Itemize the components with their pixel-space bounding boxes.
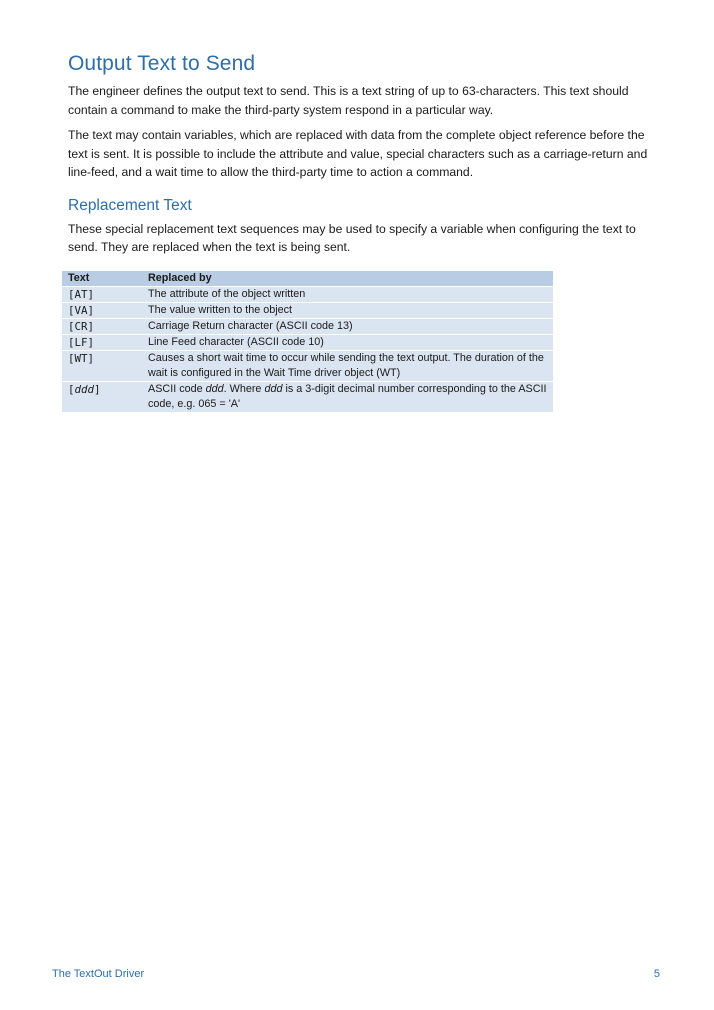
desc-part-c: is a 3-digit decimal number corresponding to the ASCII code, e.g. 065 = 'A' (148, 383, 547, 410)
desc-variable-2: ddd (264, 383, 283, 395)
table-cell-description (142, 382, 553, 413)
table-cell-description: Line Feed character (ASCII code 10) (142, 335, 553, 351)
table-cell-description: The attribute of the object written (142, 287, 553, 303)
intro-paragraph: The engineer defines the output text to send. This is a text string of up to 63-characters. This text should contain a command to make the third-party system respond in a particular way. (68, 84, 629, 117)
footer-page-number: 5 (653, 968, 660, 980)
replacement-paragraph: These special replacement text sequences may be used to specify a variable when configuring the text to send. They are replaced when the text is being sent. (68, 221, 636, 254)
table-cell-code: [CR] (62, 319, 142, 335)
footer-document-title: The TextOut Driver (52, 968, 145, 980)
table-row (62, 351, 553, 382)
table-cell-code: [WT] (62, 351, 142, 382)
table-cell-code: [VA] (62, 303, 142, 319)
table-header-row (62, 271, 553, 287)
section-title: Output Text to Send (68, 52, 256, 75)
table-row (62, 319, 553, 335)
table-cell-description: Causes a short wait time to occur while sending the text output. The duration of the wait is configured in the Wait Time driver object (WT) (142, 351, 553, 382)
replacement-text-heading: Replacement Text (68, 196, 192, 214)
table-cell-description: The value written to the object (142, 303, 553, 319)
table-row (62, 303, 553, 319)
code-variable: ddd (74, 383, 95, 396)
column-header-replaced-by: Replaced by (142, 271, 553, 287)
replacement-table (62, 271, 553, 413)
table-row (62, 382, 553, 413)
table-cell-description: Carriage Return character (ASCII code 13) (142, 319, 553, 335)
page-content (68, 52, 648, 264)
table-cell-code (62, 382, 142, 413)
code-close-bracket: ] (94, 383, 101, 396)
table-row (62, 287, 553, 303)
table-row (62, 335, 553, 351)
table-cell-code: [AT] (62, 287, 142, 303)
code-open-bracket: [ (68, 383, 75, 396)
desc-part-b: . Where (223, 383, 265, 395)
variables-paragraph: The text may contain variables, which are replaced with data from the complete object reference before the text is sent. It is possible to include the attribute and value, special characters such as a carriage-return and line-feed, and a wait time to allow the third-party time to action a command. (68, 128, 648, 179)
desc-variable-1: ddd (205, 383, 224, 395)
table-cell-code: [LF] (62, 335, 142, 351)
desc-part-a: ASCII code (148, 383, 206, 395)
column-header-text: Text (62, 271, 142, 287)
